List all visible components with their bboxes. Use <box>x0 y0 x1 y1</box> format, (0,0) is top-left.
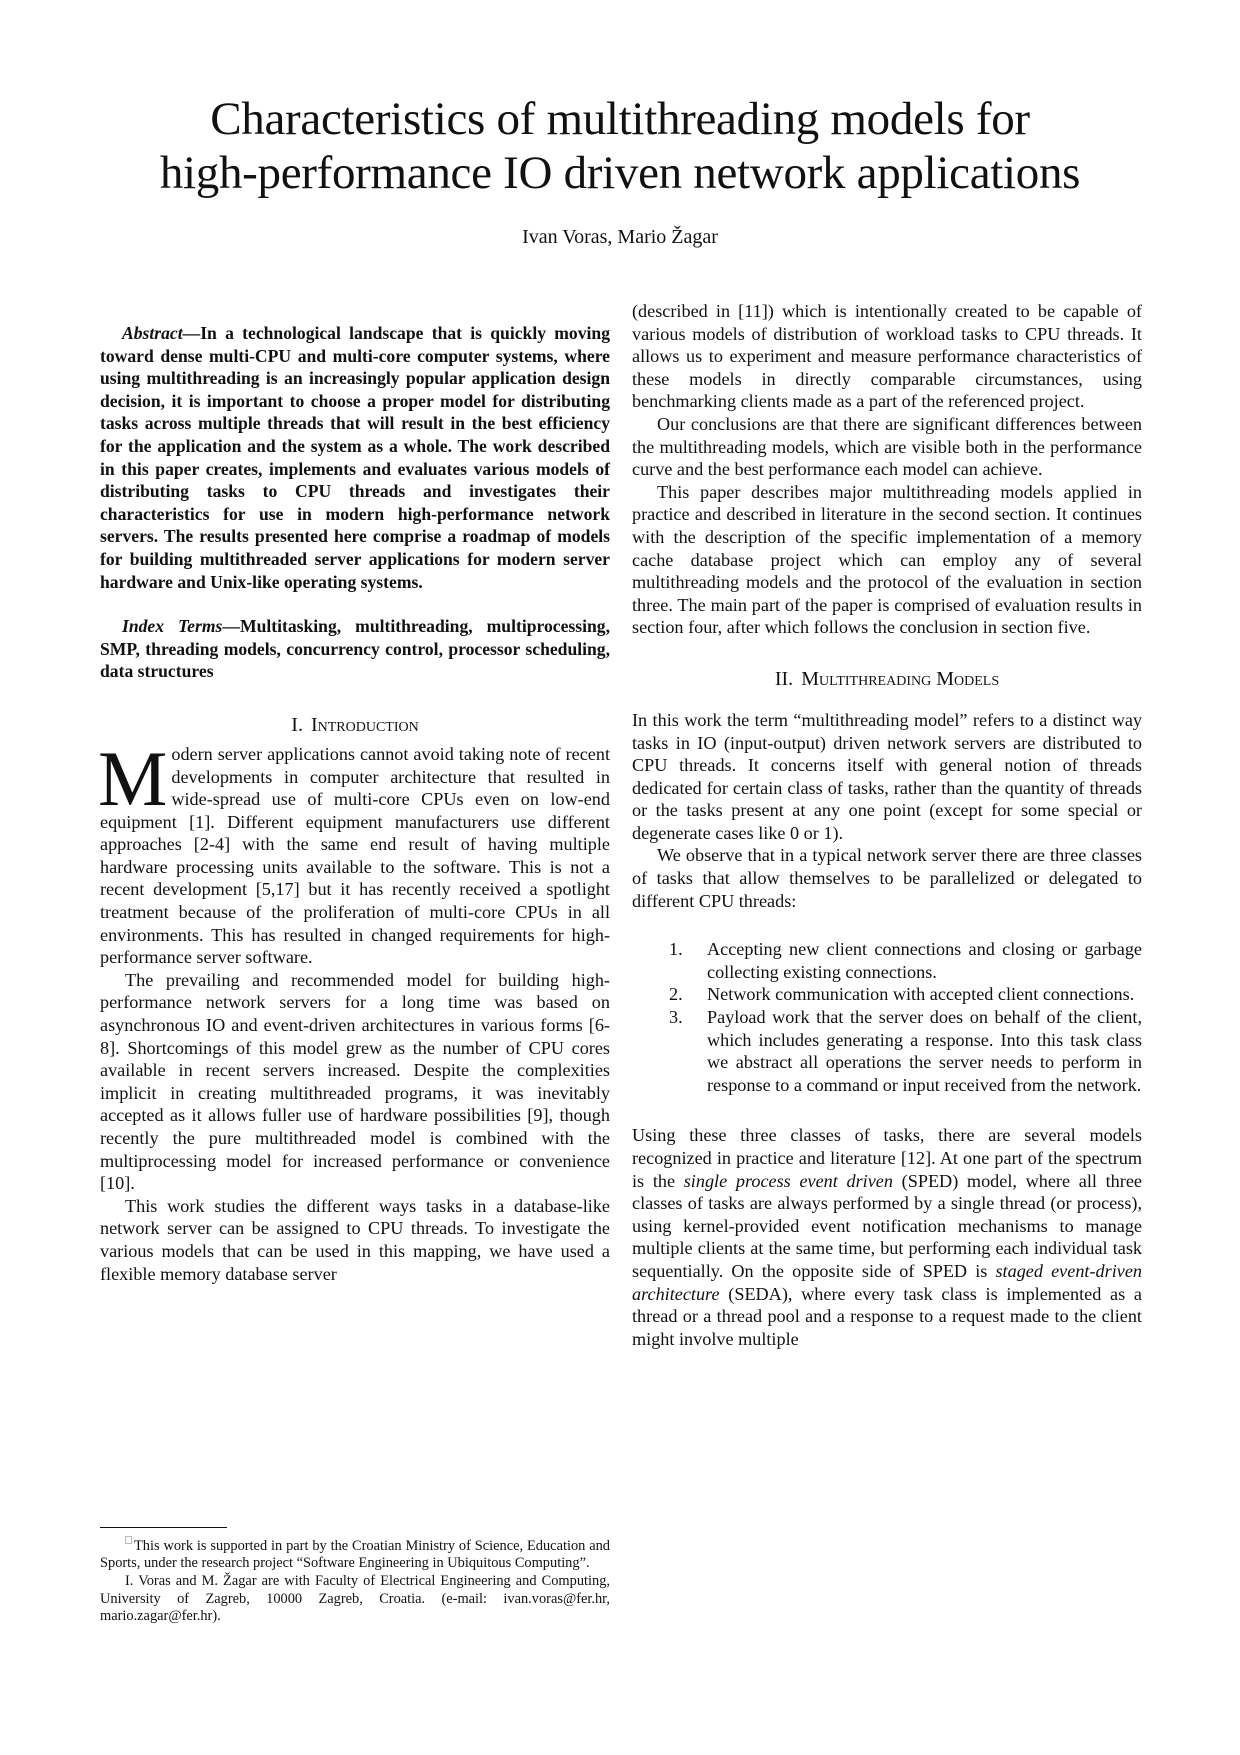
list-item-number: 2. <box>669 984 683 1005</box>
intro-continued-paragraph-1: (described in [11]) which is intentionally created to be capable of various models of distribution of workload tasks to CPU threads. It allows us to experiment and measure performance characteristics of these models in directly comparable circumstances, using benchmarking clients made as a part of the referenced project. <box>632 301 1142 412</box>
section-heading-introduction <box>100 713 610 737</box>
list-item <box>632 983 1142 1006</box>
term-sped: single process event driven <box>683 1170 893 1191</box>
intro-continued-paragraph-2: Our conclusions are that there are significant differences between the multithreading models, which are visible both in the performance curve and the best performance each model can achieve. <box>632 413 1142 480</box>
list-item-text: Payload work that the server does on behalf of the client, which includes generating a response. Into this task class we abstract all operations the server needs to perform in response to a command or input received from the network. <box>707 1007 1142 1095</box>
abstract-text: In a technological landscape that is quickly moving toward dense multi-CPU and multi-core computer systems, where using multithreading is an increasingly popular application design decision, it is important to choose a proper model for distributing tasks across multiple threads that will result in the best efficiency for the application and the system as a whole. The work described in this paper creates, implements and evaluates various models of distributing tasks to CPU threads and investigates their characteristics for use in modern high-performance network servers. The results presented here comprise a roadmap of models for building multithreaded server applications for modern server hardware and Unix-like operating systems. <box>100 323 610 592</box>
intro-continued-paragraph-3: This paper describes major multithreading models applied in practice and described in literature in the second section. It continues with the description of the specific implementation of a memory cache database project which can employ any of several multithreading models and the protocol of the evaluation in section three. The main part of the paper is comprised of evaluation results in section four, after which follows the conclusion in section five. <box>632 481 1142 638</box>
footnote-marker-icon <box>125 1536 132 1544</box>
list-item-text: Network communication with accepted client connections. <box>707 984 1135 1005</box>
list-item-number: 1. <box>669 939 683 960</box>
left-column <box>100 322 610 1285</box>
footnote-funding <box>100 1536 610 1573</box>
models-paragraph-3 <box>632 1124 1142 1350</box>
paper-title-line-1: Characteristics of multithreading models for <box>210 93 1030 145</box>
footnote-funding-text: This work is supported in part by the Croatian Ministry of Science, Education and Sports, under the research project “Software Engineering in Ubiquitous Computing”. <box>100 1537 610 1572</box>
right-column <box>632 300 1142 1350</box>
intro-paragraph-1 <box>98 734 610 969</box>
index-terms <box>100 615 610 683</box>
models-paragraph-3-part-1: Using these three classes of tasks, there are several models recognized in practice and literature [12]. At one part of the spectrum is the <box>632 1125 1142 1191</box>
index-terms-dash: — <box>222 616 240 637</box>
footnote-divider <box>100 1527 227 1528</box>
paper-title-line-2: high-performance IO driven network applications <box>159 147 1081 199</box>
task-class-list <box>632 938 1142 1096</box>
abstract-label: Abstract <box>122 323 183 343</box>
paper-title <box>0 92 1240 200</box>
models-paragraph-1: In this work the term “multithreading model” refers to a distinct way tasks in IO (input-output) driven network servers are distributed to CPU threads. It concerns itself with general notion of threads dedicated for certain class of tasks, rather than the quantity of threads or the tasks present at any one point (except for some special or degenerate cases like 0 or 1). <box>632 709 1142 843</box>
author-list: Ivan Voras, Mario Žagar <box>522 226 718 248</box>
section-number: II. <box>774 667 794 690</box>
section-title: Introduction <box>310 713 419 736</box>
intro-paragraph-1-text: odern server applications cannot avoid taking note of recent developments in computer architecture that resulted in wide-spread use of multi-core CPUs even on low-end equipment [1]. Different equipment manufacturers use different approaches [2-4] with the same end result of having multiple hardware processing units available to the software. This is not a recent development [5,17] but it has recently received a spotlight treatment because of the proliferation of multi-core CPUs in all environments. This has resulted in changed requirements for high-performance server software. <box>100 743 610 968</box>
list-item <box>632 938 1142 983</box>
models-paragraph-2: We observe that in a typical network server there are three classes of tasks that allow themselves to be parallelized or delegated to different CPU threads: <box>632 845 1142 911</box>
index-terms-label: Index Terms <box>122 616 223 637</box>
list-item-text: Accepting new client connections and closing or garbage collecting existing connections. <box>707 939 1142 982</box>
section-title: Multithreading Models <box>801 667 1000 690</box>
list-item <box>632 1006 1142 1096</box>
intro-paragraph-3: This work studies the different ways tasks in a database-like network server can be assigned to CPU threads. To investigate the various models that can be used in this mapping, we have used a flexible memory database server <box>100 1195 610 1284</box>
drop-cap-letter: M <box>98 734 168 822</box>
section-heading-multithreading-models <box>632 667 1142 691</box>
abstract-dash: — <box>182 323 201 343</box>
footnotes <box>100 1527 610 1626</box>
models-paragraph-3-part-3: (SEDA), where every task class is implemented as a thread or a thread pool and a response to a request made to the client might involve multiple <box>632 1283 1142 1349</box>
term-seda: staged event-driven architecture <box>632 1260 1142 1304</box>
models-paragraph-3-part-2: (SPED) model, where all three classes of tasks are always performed by a single thread (or process), using kernel-provided event notification mechanisms to manage multiple clients at the same time, but performing each individual task sequentially. On the opposite side of SPED is <box>632 1170 1142 1281</box>
list-item-number: 3. <box>669 1007 683 1028</box>
footnote-affiliation: I. Voras and M. Žagar are with Faculty of Electrical Engineering and Computing, University of Zagreb, 10000 Zagreb, Croatia. (e-mail: ivan.voras@fer.hr, mario.zagar@fer.hr). <box>100 1572 610 1625</box>
intro-paragraph-2: The prevailing and recommended model for building high-performance network servers for a long time was based on asynchronous IO and event-driven architectures in various forms [6-8]. Shortcomings of this model grew as the number of CPU cores available in recent servers increased. Despite the complexities implicit in creating multithreaded programs, it was inevitably accepted as it allows fuller use of hardware possibilities [9], though recently the pure multithreaded model is combined with the multiprocessing model for increased performance or convenience [10]. <box>100 969 610 1194</box>
section-number: I. <box>291 713 303 736</box>
abstract <box>100 322 610 593</box>
index-terms-text: Multitasking, multithreading, multiprocessing, SMP, threading models, concurrency control, processor scheduling, data structures <box>100 616 610 682</box>
